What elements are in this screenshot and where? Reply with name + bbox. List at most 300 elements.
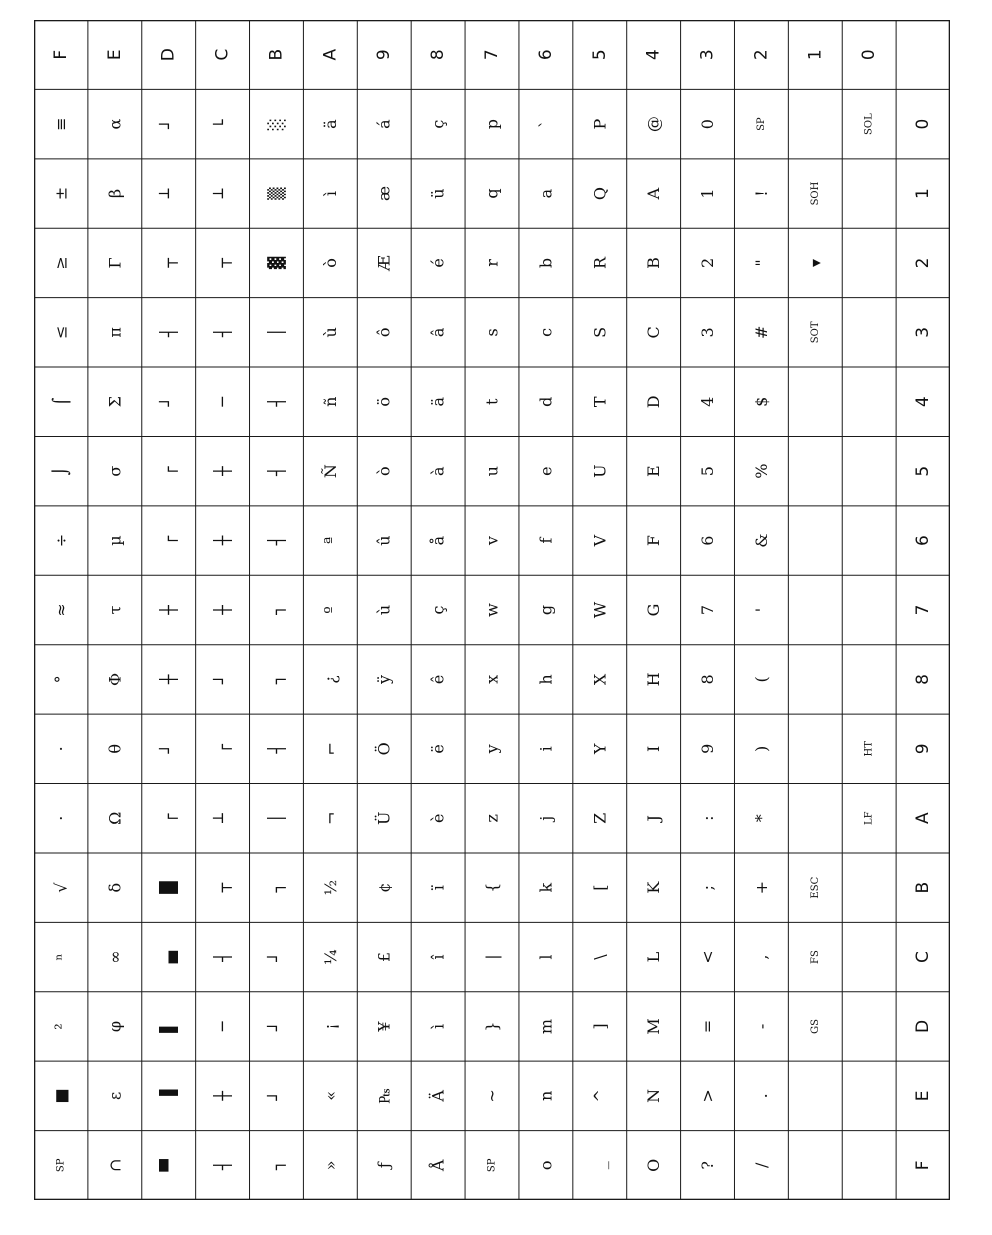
table-cell bbox=[375, 535, 394, 545]
table-cell-text: [ bbox=[590, 884, 610, 891]
table-cell bbox=[810, 1019, 821, 1034]
table-cell bbox=[105, 950, 124, 963]
column-header-2 bbox=[751, 49, 771, 60]
table-cell-text: SOH bbox=[809, 181, 821, 206]
table-cell-text: » bbox=[320, 1160, 340, 1171]
table-cell-text: ä bbox=[320, 119, 340, 129]
table-cell-text: . bbox=[751, 1093, 771, 1099]
table-cell bbox=[159, 535, 178, 545]
table-cell-text: F bbox=[644, 535, 664, 547]
table-cell bbox=[375, 675, 394, 685]
table-cell-text: } bbox=[482, 1021, 502, 1032]
table-cell-text: Φ bbox=[105, 672, 125, 686]
table-cell-text: ┼ bbox=[213, 1091, 233, 1101]
table-cell-text: ì bbox=[320, 190, 340, 197]
row-header-6 bbox=[913, 535, 933, 546]
table-cell bbox=[698, 1089, 717, 1102]
column-header-7 bbox=[482, 49, 502, 60]
table-cell bbox=[698, 466, 717, 476]
table-cell bbox=[266, 1022, 286, 1033]
table-cell-text: θ bbox=[105, 744, 125, 754]
table-cell-text: " bbox=[751, 259, 771, 267]
table-cell bbox=[158, 744, 178, 755]
table-cell-text: ¿ bbox=[320, 675, 340, 684]
table-cell bbox=[483, 883, 502, 893]
row-header-3-text: 3 bbox=[913, 326, 934, 338]
table-cell bbox=[429, 885, 448, 890]
table-cell bbox=[158, 119, 178, 130]
table-cell-text: : bbox=[698, 815, 718, 821]
table-cell-text: ┘ bbox=[159, 119, 179, 129]
table-cell bbox=[320, 464, 340, 478]
table-cell-text: ü bbox=[428, 188, 448, 199]
table-cell-text: ì bbox=[428, 1023, 448, 1030]
table-cell-text: O bbox=[644, 1158, 664, 1172]
table-cell-text: v bbox=[482, 536, 502, 546]
table-cell bbox=[51, 256, 70, 269]
table-cell-text: ┤ bbox=[266, 535, 286, 546]
table-cell bbox=[105, 327, 124, 338]
table-cell-text: ┤ bbox=[159, 327, 179, 338]
table-cell-text: ┘ bbox=[159, 396, 179, 407]
table-cell bbox=[698, 744, 717, 754]
table-cell-text: V bbox=[590, 534, 610, 547]
table-cell bbox=[536, 258, 555, 268]
table-cell-text: σ bbox=[105, 465, 125, 477]
table-cell bbox=[536, 397, 555, 407]
table-cell bbox=[374, 742, 394, 755]
column-header-A-text: A bbox=[320, 48, 341, 61]
table-cell bbox=[590, 534, 609, 547]
table-cell-text: ┼ bbox=[159, 674, 179, 685]
table-cell-text: ┼ bbox=[213, 466, 233, 476]
table-cell bbox=[536, 605, 555, 615]
table-cell bbox=[105, 673, 124, 686]
table-cell-text: ) bbox=[751, 745, 771, 752]
table-cell bbox=[158, 674, 178, 685]
table-cell bbox=[644, 672, 663, 686]
table-cell bbox=[105, 189, 124, 198]
table-cell bbox=[159, 950, 178, 964]
table-cell bbox=[267, 256, 286, 269]
table-cell-text: @ bbox=[644, 116, 664, 133]
column-header-C-text: C bbox=[212, 48, 233, 61]
column-header-9-text: 9 bbox=[374, 49, 395, 61]
table-cell-text: { bbox=[482, 882, 502, 893]
table-cell bbox=[321, 327, 340, 337]
table-cell bbox=[213, 1021, 232, 1032]
table-cell bbox=[321, 191, 340, 197]
column-header-D bbox=[159, 48, 179, 61]
table-cell bbox=[429, 675, 448, 684]
table-cell-text: ÷ bbox=[51, 533, 71, 548]
table-cell-text: ┤ bbox=[266, 466, 286, 476]
table-cell bbox=[536, 188, 555, 198]
table-cell-text: │ bbox=[266, 327, 286, 338]
cells bbox=[50, 48, 933, 1172]
table-cell bbox=[644, 604, 663, 617]
column-header-8-text: 8 bbox=[428, 49, 449, 61]
table-cell-text: z bbox=[482, 814, 502, 823]
table-cell bbox=[483, 398, 502, 405]
column-header-0-text: 0 bbox=[859, 49, 880, 61]
table-cell-text: ½ bbox=[320, 879, 340, 896]
table-cell-text: ┘ bbox=[266, 1091, 286, 1101]
table-cell-text: ┤ bbox=[266, 396, 286, 407]
row-header-E-text: E bbox=[913, 1090, 934, 1102]
table-cell bbox=[50, 467, 70, 475]
table-cell-text: ç bbox=[428, 119, 448, 129]
table-cell bbox=[212, 1160, 232, 1171]
table-cell-text: C bbox=[644, 326, 664, 339]
table-cell-text: d bbox=[536, 396, 556, 407]
table-cell bbox=[698, 1020, 717, 1033]
table-cell-text: ┐ bbox=[266, 1160, 286, 1171]
table-cell bbox=[375, 466, 394, 476]
column-header-2-text: 2 bbox=[751, 49, 772, 61]
table-cell-text: â bbox=[428, 327, 448, 338]
table-cell-text: Z bbox=[590, 812, 610, 824]
table-cell-text: ESC bbox=[809, 876, 821, 899]
table-cell-text: W bbox=[590, 601, 610, 619]
table-cell bbox=[105, 812, 124, 825]
table-cell-text: é bbox=[428, 258, 448, 268]
table-cell bbox=[212, 119, 232, 129]
table-cell-text: ê bbox=[428, 674, 448, 685]
table-cell-text: Ü bbox=[374, 811, 394, 825]
table-cell-text: 6 bbox=[698, 535, 718, 546]
column-header-1 bbox=[805, 49, 825, 60]
table-cell-text: j bbox=[536, 815, 556, 821]
table-cell-text: ƒ bbox=[374, 1162, 394, 1169]
table-cell bbox=[429, 258, 448, 267]
table-cell bbox=[752, 190, 771, 196]
table-cell bbox=[212, 1091, 232, 1102]
table-cell-text: l bbox=[536, 954, 556, 960]
row-header-9 bbox=[913, 743, 933, 754]
table-cell-text: ▾ bbox=[805, 258, 825, 267]
table-cell-text: ° bbox=[51, 675, 71, 684]
table-cell bbox=[375, 119, 394, 129]
row-header-6-text: 6 bbox=[913, 535, 934, 547]
column-header-B-text: B bbox=[266, 48, 287, 61]
table-cell bbox=[429, 327, 448, 337]
table-cell-text: ô bbox=[374, 327, 394, 338]
table-cell-text: T bbox=[590, 396, 610, 408]
table-cell bbox=[429, 535, 448, 545]
table-cell-text: ò bbox=[374, 466, 394, 476]
table-cell bbox=[590, 1161, 609, 1169]
table-cell bbox=[321, 949, 340, 965]
table-cell-text: ┴ bbox=[213, 813, 233, 824]
column-header-E-text: E bbox=[104, 49, 125, 61]
table-cell-text: n bbox=[536, 1090, 556, 1102]
table-cell bbox=[159, 466, 178, 476]
table-cell bbox=[536, 882, 555, 892]
row-header-3 bbox=[913, 327, 933, 338]
column-header-7-text: 7 bbox=[482, 49, 502, 61]
table-cell-text: ┘ bbox=[266, 1021, 286, 1032]
table-cell bbox=[212, 675, 232, 686]
table-cell-text: ⌡ bbox=[51, 467, 71, 476]
table-cell-text: Y bbox=[590, 743, 610, 755]
row-header-C-text: C bbox=[913, 951, 934, 963]
table-cell bbox=[483, 188, 502, 198]
table-cell-text: \ bbox=[590, 954, 610, 960]
table-cell bbox=[644, 326, 663, 338]
row-header-8-text: 8 bbox=[913, 673, 934, 685]
table-cell bbox=[483, 603, 502, 617]
table-cell bbox=[375, 328, 394, 338]
table-cell bbox=[213, 258, 232, 269]
table-cell bbox=[487, 1158, 498, 1172]
table-cell bbox=[321, 119, 340, 129]
table-cell bbox=[51, 1023, 70, 1029]
table-cell bbox=[375, 605, 394, 615]
table-cell-text: ` bbox=[536, 120, 556, 129]
table-cell bbox=[428, 1090, 448, 1103]
table-cell-text: ¥ bbox=[374, 1021, 394, 1032]
table-cell-text: ┐ bbox=[266, 674, 286, 685]
table-cell-text: ≈ bbox=[51, 603, 71, 617]
table-cell bbox=[536, 1091, 555, 1101]
table-cell bbox=[266, 744, 286, 755]
table-cell-text: ┘ bbox=[159, 744, 179, 754]
table-cell bbox=[321, 258, 340, 268]
table-cell-text: M bbox=[644, 1018, 664, 1035]
table-cell bbox=[752, 259, 771, 266]
column-header-1-text: 1 bbox=[805, 49, 826, 61]
table-cell bbox=[267, 605, 286, 616]
table-cell-text: ┌ bbox=[159, 535, 179, 546]
table-cell-text: _ bbox=[590, 1161, 610, 1170]
row-header-7 bbox=[913, 605, 933, 616]
table-cell bbox=[698, 1161, 717, 1170]
table-cell bbox=[644, 951, 663, 962]
table-cell-text: > bbox=[698, 1089, 718, 1103]
table-cell bbox=[590, 256, 609, 269]
table-cell-text: S bbox=[590, 326, 610, 338]
table-cell-text: ∞ bbox=[105, 950, 125, 964]
table-cell bbox=[267, 675, 286, 686]
table-cell-text: ┤ bbox=[266, 744, 286, 754]
table-cell bbox=[374, 811, 394, 824]
table-cell bbox=[483, 466, 502, 476]
table-cell bbox=[752, 881, 771, 894]
table-cell-text: ┤ bbox=[213, 1160, 233, 1171]
row-header-5 bbox=[913, 466, 933, 477]
table-cell-text: ÿ bbox=[374, 674, 394, 684]
table-cell bbox=[105, 466, 124, 477]
row-header-4-text: 4 bbox=[913, 396, 934, 408]
table-cell bbox=[590, 601, 609, 618]
table-cell-text: ┬ bbox=[213, 882, 233, 893]
column-header-A bbox=[320, 49, 340, 61]
table-cell bbox=[590, 813, 609, 824]
table-cell bbox=[536, 816, 555, 823]
table-cell bbox=[483, 675, 502, 684]
table-cell-text: i bbox=[536, 746, 556, 752]
row-header-0-text: 0 bbox=[913, 118, 934, 130]
table-cell-text: H bbox=[644, 672, 664, 687]
table-cell bbox=[590, 327, 609, 338]
table-cell bbox=[429, 466, 448, 476]
table-cell bbox=[864, 811, 875, 825]
row-header-5-text: 5 bbox=[913, 465, 934, 477]
table-cell bbox=[105, 883, 124, 893]
table-cell-text: G bbox=[644, 603, 664, 617]
table-cell-text: ± bbox=[51, 186, 71, 201]
table-cell bbox=[483, 119, 502, 129]
table-cell bbox=[158, 397, 178, 408]
column-header-B bbox=[266, 49, 286, 61]
row-header-A-text: A bbox=[913, 812, 934, 825]
table-cell bbox=[806, 259, 825, 267]
table-cell-text: 3 bbox=[698, 327, 718, 338]
table-cell bbox=[752, 1162, 771, 1168]
column-header-4-text: 4 bbox=[643, 49, 664, 61]
table-cell-text: Ä bbox=[428, 1090, 448, 1102]
table-cell-text: g bbox=[536, 604, 556, 616]
table-cell bbox=[321, 1160, 340, 1170]
table-cell-text: î bbox=[428, 954, 448, 960]
table-cell-text: ñ bbox=[320, 396, 340, 407]
table-cell bbox=[752, 1024, 771, 1029]
table-cell bbox=[321, 675, 340, 684]
table-cell-text: = bbox=[698, 1019, 718, 1034]
table-cell bbox=[212, 466, 232, 477]
table-cell-text: ▓ bbox=[266, 256, 286, 270]
table-cell-text: ┬ bbox=[213, 258, 233, 268]
table-cell bbox=[375, 952, 394, 962]
column-header-F-text: F bbox=[50, 49, 71, 60]
table-cell-text: & bbox=[751, 533, 771, 548]
table-cell bbox=[266, 397, 286, 408]
table-cell-text: √ bbox=[51, 882, 71, 893]
table-cell-text: å bbox=[428, 535, 448, 546]
table-cell-text: ï bbox=[428, 885, 448, 891]
column-header-4 bbox=[644, 49, 664, 60]
table-cell-text: ┐ bbox=[266, 882, 286, 893]
table-cell bbox=[267, 883, 286, 894]
table-cell-text: r bbox=[482, 259, 502, 267]
row-header-4 bbox=[913, 396, 933, 407]
table-cell-text: q bbox=[482, 188, 502, 199]
column-header-6-text: 6 bbox=[535, 49, 556, 61]
table-cell bbox=[159, 1158, 178, 1172]
table-cell-text: β bbox=[105, 188, 125, 199]
table-cell bbox=[483, 1021, 502, 1031]
table-cell bbox=[483, 1089, 502, 1102]
table-cell-text: ≤ bbox=[51, 325, 71, 340]
table-cell bbox=[212, 535, 232, 546]
table-cell bbox=[105, 257, 124, 268]
table-cell bbox=[428, 1159, 448, 1172]
column-header-5 bbox=[590, 49, 610, 60]
table-cell-text: Γ bbox=[105, 257, 125, 269]
table-cell bbox=[266, 466, 286, 477]
table-cell-text: ■ bbox=[51, 1088, 71, 1104]
table-cell-text: º bbox=[320, 606, 340, 614]
table-cell-text: φ bbox=[105, 1020, 125, 1033]
table-cell-text: █ bbox=[159, 881, 179, 894]
table-cell-text: / bbox=[751, 1162, 771, 1168]
row-header-A bbox=[913, 812, 933, 824]
table-cell-text: ¬ bbox=[320, 811, 340, 825]
table-cell bbox=[159, 258, 178, 269]
column-header-0 bbox=[859, 49, 879, 60]
table-cell-text: o bbox=[536, 1160, 556, 1171]
table-cell bbox=[105, 744, 124, 754]
table-cell-text: ^ bbox=[590, 1089, 610, 1103]
row-header-2-text: 2 bbox=[913, 257, 934, 269]
table-cell bbox=[51, 675, 70, 683]
table-cell-text: R bbox=[590, 256, 610, 269]
table-cell bbox=[644, 257, 663, 269]
table-cell bbox=[321, 880, 340, 896]
column-header-D-text: D bbox=[158, 48, 179, 62]
table-cell bbox=[267, 1160, 286, 1171]
table-cell-text: x bbox=[482, 674, 502, 684]
table-cell-text: s bbox=[482, 328, 502, 337]
table-cell-text: HT bbox=[863, 741, 875, 757]
table-cell bbox=[212, 952, 232, 963]
table-cell bbox=[483, 536, 502, 546]
column-header-9 bbox=[374, 49, 394, 60]
row-header-C bbox=[913, 951, 933, 963]
table-cell-text: Q bbox=[590, 186, 610, 201]
table-cell-text: ' bbox=[751, 607, 771, 613]
table-cell bbox=[698, 535, 717, 545]
table-cell-text: K bbox=[644, 881, 664, 894]
row-header-1 bbox=[913, 188, 933, 199]
table-cell bbox=[536, 746, 555, 751]
table-cell bbox=[266, 813, 286, 823]
table-cell-text: ù bbox=[320, 327, 340, 338]
table-cell-text: p bbox=[482, 118, 502, 130]
table-cell-text: | bbox=[482, 954, 502, 960]
table-cell-text: Σ bbox=[105, 396, 125, 408]
table-cell bbox=[644, 187, 663, 200]
table-cell bbox=[810, 181, 821, 205]
table-cell bbox=[698, 885, 717, 890]
table-cell bbox=[644, 395, 663, 408]
table-cell-text: k bbox=[536, 882, 556, 893]
table-cell-text: ┼ bbox=[213, 535, 233, 546]
table-cell bbox=[698, 327, 717, 337]
column-header-C bbox=[213, 49, 233, 61]
table-cell-text: è bbox=[428, 813, 448, 823]
table-cell-text: + bbox=[751, 880, 771, 895]
table-cell bbox=[752, 326, 771, 339]
table-cell bbox=[536, 466, 555, 475]
table-cell-text: FS bbox=[809, 950, 821, 964]
table-cell bbox=[698, 816, 717, 821]
table-cell-text: $ bbox=[751, 396, 771, 407]
table-cell bbox=[51, 882, 70, 893]
table-cell-text: 5 bbox=[698, 466, 718, 477]
table-cell-text: Ö bbox=[374, 742, 394, 756]
table-cell bbox=[756, 117, 767, 131]
table-cell-text: w bbox=[482, 603, 502, 617]
table-cell-text: SP bbox=[755, 117, 767, 131]
table-cell bbox=[213, 882, 232, 893]
table-cell bbox=[321, 606, 340, 614]
row-header-2 bbox=[913, 258, 933, 269]
table-cell bbox=[752, 746, 771, 752]
table-cell bbox=[158, 188, 178, 199]
table-cell-text: ö bbox=[374, 396, 394, 407]
